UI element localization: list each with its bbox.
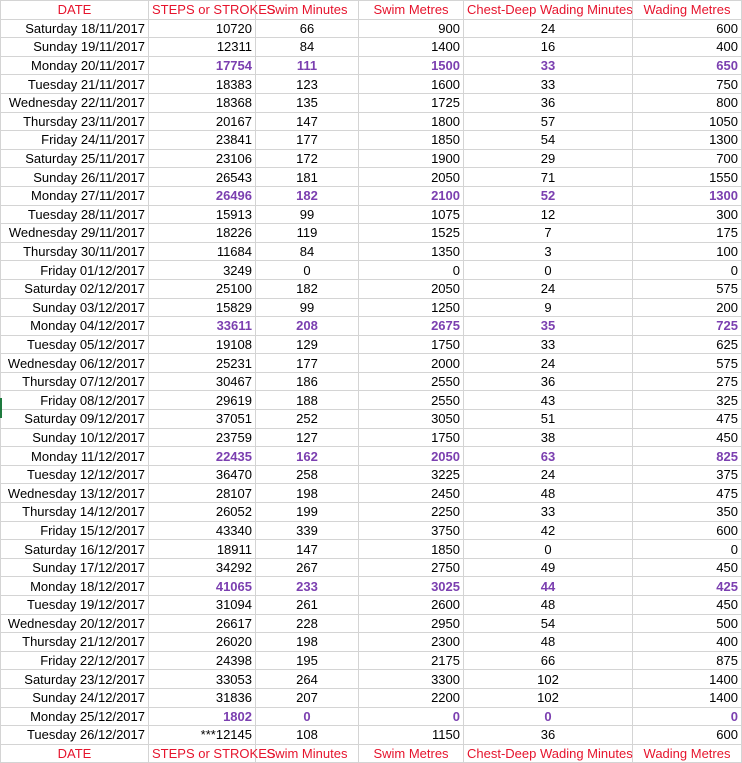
table-row xyxy=(1,242,742,261)
steps-cell[interactable]: 18383 xyxy=(149,75,256,94)
wading-minutes-cell[interactable]: 0 xyxy=(464,540,633,559)
wading-minutes-cell[interactable]: 38 xyxy=(464,428,633,447)
table-row xyxy=(1,670,742,689)
header-wading-minutes[interactable]: Chest-Deep Wading Minutes xyxy=(464,1,633,20)
wading-minutes-cell[interactable]: 48 xyxy=(464,596,633,615)
swim-minutes-cell[interactable]: 264 xyxy=(256,670,359,689)
swim-minutes-cell[interactable]: 339 xyxy=(256,521,359,540)
steps-cell[interactable]: 31836 xyxy=(149,688,256,707)
date-cell[interactable]: Sunday 26/11/2017 xyxy=(1,168,149,187)
wading-metres-cell[interactable]: 650 xyxy=(633,56,742,75)
table-row xyxy=(1,298,742,317)
wading-minutes-cell[interactable]: 49 xyxy=(464,558,633,577)
date-cell[interactable]: Tuesday 21/11/2017 xyxy=(1,75,149,94)
wading-minutes-cell[interactable]: 102 xyxy=(464,688,633,707)
swim-metres-cell[interactable]: 1075 xyxy=(359,205,464,224)
steps-cell[interactable]: 23759 xyxy=(149,428,256,447)
header-swim-minutes[interactable]: Swim Minutes xyxy=(256,1,359,20)
wading-minutes-cell[interactable]: 24 xyxy=(464,19,633,38)
swim-metres-cell[interactable]: 2050 xyxy=(359,279,464,298)
swim-metres-cell[interactable]: 900 xyxy=(359,19,464,38)
steps-cell[interactable]: 18226 xyxy=(149,224,256,243)
wading-minutes-cell[interactable]: 3 xyxy=(464,242,633,261)
table-row xyxy=(1,354,742,373)
wading-minutes-cell[interactable]: 33 xyxy=(464,335,633,354)
swim-metres-cell[interactable]: 1600 xyxy=(359,75,464,94)
table-row xyxy=(1,577,742,596)
swim-metres-cell[interactable]: 0 xyxy=(359,261,464,280)
table-row xyxy=(1,707,742,726)
date-cell[interactable]: Monday 11/12/2017 xyxy=(1,447,149,466)
footer-header-date[interactable]: DATE xyxy=(1,744,149,763)
wading-minutes-cell[interactable]: 0 xyxy=(464,707,633,726)
date-cell[interactable]: Friday 08/12/2017 xyxy=(1,391,149,410)
date-cell[interactable]: Saturday 23/12/2017 xyxy=(1,670,149,689)
date-cell[interactable]: Tuesday 05/12/2017 xyxy=(1,335,149,354)
swim-minutes-cell[interactable]: 182 xyxy=(256,186,359,205)
table-row xyxy=(1,521,742,540)
swim-minutes-cell[interactable]: 84 xyxy=(256,38,359,57)
swim-minutes-cell[interactable]: 228 xyxy=(256,614,359,633)
wading-minutes-cell[interactable]: 57 xyxy=(464,112,633,131)
steps-cell[interactable]: 26020 xyxy=(149,633,256,652)
swim-minutes-cell[interactable]: 129 xyxy=(256,335,359,354)
wading-minutes-cell[interactable]: 24 xyxy=(464,354,633,373)
footer-header-wading-minutes[interactable]: Chest-Deep Wading Minutes xyxy=(464,744,633,763)
table-row xyxy=(1,726,742,745)
date-cell[interactable]: Saturday 02/12/2017 xyxy=(1,279,149,298)
wading-metres-cell[interactable]: 625 xyxy=(633,335,742,354)
table-row xyxy=(1,112,742,131)
date-cell[interactable]: Wednesday 29/11/2017 xyxy=(1,224,149,243)
table-row xyxy=(1,38,742,57)
table-row xyxy=(1,75,742,94)
swim-minutes-cell[interactable]: 147 xyxy=(256,112,359,131)
wading-metres-cell[interactable]: 475 xyxy=(633,410,742,429)
swim-minutes-cell[interactable]: 177 xyxy=(256,131,359,150)
steps-cell[interactable]: 28107 xyxy=(149,484,256,503)
date-cell[interactable]: Sunday 10/12/2017 xyxy=(1,428,149,447)
swim-metres-cell[interactable]: 2050 xyxy=(359,168,464,187)
wading-minutes-cell[interactable]: 33 xyxy=(464,75,633,94)
wading-metres-cell[interactable]: 725 xyxy=(633,317,742,336)
steps-cell[interactable]: 41065 xyxy=(149,577,256,596)
wading-minutes-cell[interactable]: 36 xyxy=(464,726,633,745)
swim-metres-cell[interactable]: 1850 xyxy=(359,131,464,150)
steps-cell[interactable]: 30467 xyxy=(149,372,256,391)
wading-minutes-cell[interactable]: 35 xyxy=(464,317,633,336)
date-cell[interactable]: Monday 25/12/2017 xyxy=(1,707,149,726)
wading-metres-cell[interactable]: 325 xyxy=(633,391,742,410)
table-row xyxy=(1,465,742,484)
steps-cell[interactable]: 26496 xyxy=(149,186,256,205)
wading-metres-cell[interactable]: 600 xyxy=(633,521,742,540)
steps-cell[interactable]: 20167 xyxy=(149,112,256,131)
table-row xyxy=(1,596,742,615)
steps-cell[interactable]: 29619 xyxy=(149,391,256,410)
wading-metres-cell[interactable]: 450 xyxy=(633,428,742,447)
steps-cell[interactable]: 23841 xyxy=(149,131,256,150)
table-row xyxy=(1,428,742,447)
date-cell[interactable]: Friday 24/11/2017 xyxy=(1,131,149,150)
table-row xyxy=(1,56,742,75)
wading-minutes-cell[interactable]: 36 xyxy=(464,372,633,391)
swim-minutes-cell[interactable]: 162 xyxy=(256,447,359,466)
table-row xyxy=(1,410,742,429)
header-row xyxy=(1,1,742,20)
swim-minutes-cell[interactable]: 208 xyxy=(256,317,359,336)
wading-minutes-cell[interactable]: 42 xyxy=(464,521,633,540)
swim-metres-cell[interactable]: 2450 xyxy=(359,484,464,503)
wading-metres-cell[interactable]: 375 xyxy=(633,465,742,484)
date-cell[interactable]: Friday 15/12/2017 xyxy=(1,521,149,540)
swim-metres-cell[interactable]: 2750 xyxy=(359,558,464,577)
swim-metres-cell[interactable]: 1350 xyxy=(359,242,464,261)
swim-minutes-cell[interactable]: 198 xyxy=(256,633,359,652)
swim-metres-cell[interactable]: 2000 xyxy=(359,354,464,373)
steps-cell[interactable]: 1802 xyxy=(149,707,256,726)
swim-minutes-cell[interactable]: 195 xyxy=(256,651,359,670)
swim-metres-cell[interactable]: 2300 xyxy=(359,633,464,652)
swim-minutes-cell[interactable]: 66 xyxy=(256,19,359,38)
swim-minutes-cell[interactable]: 147 xyxy=(256,540,359,559)
swim-metres-cell[interactable]: 2550 xyxy=(359,391,464,410)
date-cell[interactable]: Saturday 09/12/2017 xyxy=(1,410,149,429)
wading-metres-cell[interactable]: 750 xyxy=(633,75,742,94)
swim-metres-cell[interactable]: 2950 xyxy=(359,614,464,633)
date-cell[interactable]: Friday 01/12/2017 xyxy=(1,261,149,280)
wading-metres-cell[interactable]: 575 xyxy=(633,354,742,373)
wading-metres-cell[interactable]: 1550 xyxy=(633,168,742,187)
date-cell[interactable]: Friday 22/12/2017 xyxy=(1,651,149,670)
table-row xyxy=(1,688,742,707)
date-cell[interactable]: Sunday 19/11/2017 xyxy=(1,38,149,57)
wading-minutes-cell[interactable]: 36 xyxy=(464,93,633,112)
swim-minutes-cell[interactable]: 177 xyxy=(256,354,359,373)
steps-cell[interactable]: ***12145 xyxy=(149,726,256,745)
steps-cell[interactable]: 37051 xyxy=(149,410,256,429)
steps-cell[interactable]: 18368 xyxy=(149,93,256,112)
swim-metres-cell[interactable]: 3225 xyxy=(359,465,464,484)
wading-metres-cell[interactable]: 1050 xyxy=(633,112,742,131)
header-steps[interactable]: STEPS or STROKES xyxy=(149,1,256,20)
steps-cell[interactable]: 31094 xyxy=(149,596,256,615)
wading-metres-cell[interactable]: 875 xyxy=(633,651,742,670)
wading-metres-cell[interactable]: 575 xyxy=(633,279,742,298)
wading-minutes-cell[interactable]: 51 xyxy=(464,410,633,429)
table-row xyxy=(1,279,742,298)
date-cell[interactable]: Sunday 03/12/2017 xyxy=(1,298,149,317)
wading-metres-cell[interactable]: 400 xyxy=(633,38,742,57)
swim-minutes-cell[interactable]: 181 xyxy=(256,168,359,187)
date-cell[interactable]: Wednesday 22/11/2017 xyxy=(1,93,149,112)
header-date[interactable]: DATE xyxy=(1,1,149,20)
wading-minutes-cell[interactable]: 54 xyxy=(464,614,633,633)
swim-minutes-cell[interactable]: 258 xyxy=(256,465,359,484)
wading-metres-cell[interactable]: 0 xyxy=(633,707,742,726)
steps-cell[interactable]: 10720 xyxy=(149,19,256,38)
selection-edge-marker xyxy=(0,398,2,418)
wading-metres-cell[interactable]: 800 xyxy=(633,93,742,112)
date-cell[interactable]: Monday 18/12/2017 xyxy=(1,577,149,596)
wading-minutes-cell[interactable]: 66 xyxy=(464,651,633,670)
table-row xyxy=(1,651,742,670)
wading-minutes-cell[interactable]: 33 xyxy=(464,56,633,75)
swim-metres-cell[interactable]: 2200 xyxy=(359,688,464,707)
steps-cell[interactable]: 26617 xyxy=(149,614,256,633)
wading-metres-cell[interactable]: 500 xyxy=(633,614,742,633)
wading-metres-cell[interactable]: 100 xyxy=(633,242,742,261)
wading-minutes-cell[interactable]: 29 xyxy=(464,149,633,168)
swim-metres-cell[interactable]: 2050 xyxy=(359,447,464,466)
wading-minutes-cell[interactable]: 43 xyxy=(464,391,633,410)
date-cell[interactable]: Tuesday 28/11/2017 xyxy=(1,205,149,224)
steps-cell[interactable]: 15913 xyxy=(149,205,256,224)
table-row xyxy=(1,224,742,243)
swim-metres-cell[interactable]: 3050 xyxy=(359,410,464,429)
wading-minutes-cell[interactable]: 102 xyxy=(464,670,633,689)
steps-cell[interactable]: 34292 xyxy=(149,558,256,577)
steps-cell[interactable]: 25100 xyxy=(149,279,256,298)
steps-cell[interactable]: 25231 xyxy=(149,354,256,373)
wading-metres-cell[interactable]: 275 xyxy=(633,372,742,391)
swim-metres-cell[interactable]: 1150 xyxy=(359,726,464,745)
table-row xyxy=(1,93,742,112)
swim-minutes-cell[interactable]: 135 xyxy=(256,93,359,112)
steps-cell[interactable]: 18911 xyxy=(149,540,256,559)
swim-metres-cell[interactable]: 1900 xyxy=(359,149,464,168)
swim-metres-cell[interactable]: 1750 xyxy=(359,428,464,447)
wading-minutes-cell[interactable]: 52 xyxy=(464,186,633,205)
swim-minutes-cell[interactable]: 0 xyxy=(256,261,359,280)
swim-minutes-cell[interactable]: 172 xyxy=(256,149,359,168)
table-row xyxy=(1,391,742,410)
swim-metres-cell[interactable]: 1500 xyxy=(359,56,464,75)
swim-minutes-cell[interactable]: 99 xyxy=(256,298,359,317)
swim-minutes-cell[interactable]: 127 xyxy=(256,428,359,447)
table-row xyxy=(1,205,742,224)
footer-header-swim-minutes[interactable]: Swim Minutes xyxy=(256,744,359,763)
steps-cell[interactable]: 23106 xyxy=(149,149,256,168)
table-row xyxy=(1,614,742,633)
steps-cell[interactable]: 12311 xyxy=(149,38,256,57)
swim-metres-cell[interactable]: 1850 xyxy=(359,540,464,559)
wading-minutes-cell[interactable]: 48 xyxy=(464,484,633,503)
date-cell[interactable]: Thursday 07/12/2017 xyxy=(1,372,149,391)
swim-metres-cell[interactable]: 3300 xyxy=(359,670,464,689)
table-row xyxy=(1,558,742,577)
table-body xyxy=(1,19,742,744)
footer-header-swim-metres[interactable]: Swim Metres xyxy=(359,744,464,763)
swim-minutes-cell[interactable]: 0 xyxy=(256,707,359,726)
header-wading-metres[interactable]: Wading Metres xyxy=(633,1,742,20)
swim-minutes-cell[interactable]: 188 xyxy=(256,391,359,410)
wading-metres-cell[interactable]: 425 xyxy=(633,577,742,596)
wading-minutes-cell[interactable]: 54 xyxy=(464,131,633,150)
swim-minutes-cell[interactable]: 267 xyxy=(256,558,359,577)
date-cell[interactable]: Thursday 23/11/2017 xyxy=(1,112,149,131)
footer-header-steps[interactable]: STEPS or STROKES xyxy=(149,744,256,763)
swim-metres-cell[interactable]: 2250 xyxy=(359,503,464,522)
header-swim-metres[interactable]: Swim Metres xyxy=(359,1,464,20)
wading-metres-cell[interactable]: 0 xyxy=(633,261,742,280)
swim-minutes-cell[interactable]: 111 xyxy=(256,56,359,75)
swim-metres-cell[interactable]: 1400 xyxy=(359,38,464,57)
wading-minutes-cell[interactable]: 12 xyxy=(464,205,633,224)
swim-minutes-cell[interactable]: 233 xyxy=(256,577,359,596)
wading-metres-cell[interactable]: 600 xyxy=(633,19,742,38)
wading-metres-cell[interactable]: 350 xyxy=(633,503,742,522)
wading-metres-cell[interactable]: 0 xyxy=(633,540,742,559)
swim-minutes-cell[interactable]: 182 xyxy=(256,279,359,298)
swim-metres-cell[interactable]: 1800 xyxy=(359,112,464,131)
wading-metres-cell[interactable]: 400 xyxy=(633,633,742,652)
steps-cell[interactable]: 11684 xyxy=(149,242,256,261)
date-cell[interactable]: Monday 04/12/2017 xyxy=(1,317,149,336)
swim-minutes-cell[interactable]: 99 xyxy=(256,205,359,224)
wading-minutes-cell[interactable]: 44 xyxy=(464,577,633,596)
steps-cell[interactable]: 15829 xyxy=(149,298,256,317)
date-cell[interactable]: Sunday 17/12/2017 xyxy=(1,558,149,577)
table-row xyxy=(1,186,742,205)
date-cell[interactable]: Saturday 25/11/2017 xyxy=(1,149,149,168)
date-cell[interactable]: Saturday 16/12/2017 xyxy=(1,540,149,559)
wading-minutes-cell[interactable]: 24 xyxy=(464,279,633,298)
wading-metres-cell[interactable]: 475 xyxy=(633,484,742,503)
date-cell[interactable]: Saturday 18/11/2017 xyxy=(1,19,149,38)
table-row xyxy=(1,261,742,280)
wading-metres-cell[interactable]: 300 xyxy=(633,205,742,224)
table-row xyxy=(1,131,742,150)
date-cell[interactable]: Tuesday 12/12/2017 xyxy=(1,465,149,484)
steps-cell[interactable]: 36470 xyxy=(149,465,256,484)
date-cell[interactable]: Tuesday 19/12/2017 xyxy=(1,596,149,615)
wading-metres-cell[interactable]: 450 xyxy=(633,558,742,577)
date-cell[interactable]: Thursday 21/12/2017 xyxy=(1,633,149,652)
footer-header-row xyxy=(1,744,742,763)
footer-header-wading-metres[interactable]: Wading Metres xyxy=(633,744,742,763)
swim-minutes-cell[interactable]: 261 xyxy=(256,596,359,615)
wading-metres-cell[interactable]: 600 xyxy=(633,726,742,745)
swim-minutes-cell[interactable]: 198 xyxy=(256,484,359,503)
table-row xyxy=(1,168,742,187)
date-cell[interactable]: Monday 27/11/2017 xyxy=(1,186,149,205)
table-row xyxy=(1,447,742,466)
swim-minutes-cell[interactable]: 186 xyxy=(256,372,359,391)
wading-metres-cell[interactable]: 200 xyxy=(633,298,742,317)
table-row xyxy=(1,540,742,559)
wading-metres-cell[interactable]: 450 xyxy=(633,596,742,615)
swim-metres-cell[interactable]: 2175 xyxy=(359,651,464,670)
steps-cell[interactable]: 33611 xyxy=(149,317,256,336)
steps-cell[interactable]: 33053 xyxy=(149,670,256,689)
wading-minutes-cell[interactable]: 16 xyxy=(464,38,633,57)
wading-metres-cell[interactable]: 1400 xyxy=(633,688,742,707)
date-cell[interactable]: Wednesday 13/12/2017 xyxy=(1,484,149,503)
date-cell[interactable]: Sunday 24/12/2017 xyxy=(1,688,149,707)
date-cell[interactable]: Thursday 14/12/2017 xyxy=(1,503,149,522)
swim-metres-cell[interactable]: 3750 xyxy=(359,521,464,540)
swim-minutes-cell[interactable]: 119 xyxy=(256,224,359,243)
table-row xyxy=(1,335,742,354)
swim-minutes-cell[interactable]: 123 xyxy=(256,75,359,94)
table-row xyxy=(1,19,742,38)
table-row xyxy=(1,633,742,652)
swim-metres-cell[interactable]: 2550 xyxy=(359,372,464,391)
table-row xyxy=(1,149,742,168)
wading-metres-cell[interactable]: 700 xyxy=(633,149,742,168)
table-row xyxy=(1,484,742,503)
steps-cell[interactable]: 22435 xyxy=(149,447,256,466)
wading-minutes-cell[interactable]: 24 xyxy=(464,465,633,484)
swim-metres-cell[interactable]: 1750 xyxy=(359,335,464,354)
swim-metres-cell[interactable]: 2675 xyxy=(359,317,464,336)
wading-minutes-cell[interactable]: 71 xyxy=(464,168,633,187)
steps-cell[interactable]: 24398 xyxy=(149,651,256,670)
wading-minutes-cell[interactable]: 33 xyxy=(464,503,633,522)
swim-minutes-cell[interactable]: 84 xyxy=(256,242,359,261)
wading-metres-cell[interactable]: 175 xyxy=(633,224,742,243)
table-row xyxy=(1,372,742,391)
steps-cell[interactable]: 26052 xyxy=(149,503,256,522)
wading-minutes-cell[interactable]: 0 xyxy=(464,261,633,280)
wading-minutes-cell[interactable]: 9 xyxy=(464,298,633,317)
wading-metres-cell[interactable]: 1400 xyxy=(633,670,742,689)
swim-minutes-cell[interactable]: 108 xyxy=(256,726,359,745)
steps-cell[interactable]: 19108 xyxy=(149,335,256,354)
date-cell[interactable]: Tuesday 26/12/2017 xyxy=(1,726,149,745)
wading-metres-cell[interactable]: 825 xyxy=(633,447,742,466)
date-cell[interactable]: Monday 20/11/2017 xyxy=(1,56,149,75)
wading-minutes-cell[interactable]: 63 xyxy=(464,447,633,466)
table-row xyxy=(1,503,742,522)
date-cell[interactable]: Thursday 30/11/2017 xyxy=(1,242,149,261)
wading-metres-cell[interactable]: 1300 xyxy=(633,131,742,150)
steps-cell[interactable]: 17754 xyxy=(149,56,256,75)
swim-metres-cell[interactable]: 1725 xyxy=(359,93,464,112)
wading-metres-cell[interactable]: 1300 xyxy=(633,186,742,205)
swim-metres-cell[interactable]: 2100 xyxy=(359,186,464,205)
swim-minutes-cell[interactable]: 199 xyxy=(256,503,359,522)
steps-cell[interactable]: 3249 xyxy=(149,261,256,280)
wading-minutes-cell[interactable]: 48 xyxy=(464,633,633,652)
swim-minutes-cell[interactable]: 252 xyxy=(256,410,359,429)
swim-minutes-cell[interactable]: 207 xyxy=(256,688,359,707)
swim-metres-cell[interactable]: 1250 xyxy=(359,298,464,317)
steps-cell[interactable]: 43340 xyxy=(149,521,256,540)
swim-metres-cell[interactable]: 1525 xyxy=(359,224,464,243)
steps-cell[interactable]: 26543 xyxy=(149,168,256,187)
date-cell[interactable]: Wednesday 20/12/2017 xyxy=(1,614,149,633)
date-cell[interactable]: Wednesday 06/12/2017 xyxy=(1,354,149,373)
swim-metres-cell[interactable]: 0 xyxy=(359,707,464,726)
swim-metres-cell[interactable]: 2600 xyxy=(359,596,464,615)
table-row xyxy=(1,317,742,336)
swim-metres-cell[interactable]: 3025 xyxy=(359,577,464,596)
wading-minutes-cell[interactable]: 7 xyxy=(464,224,633,243)
